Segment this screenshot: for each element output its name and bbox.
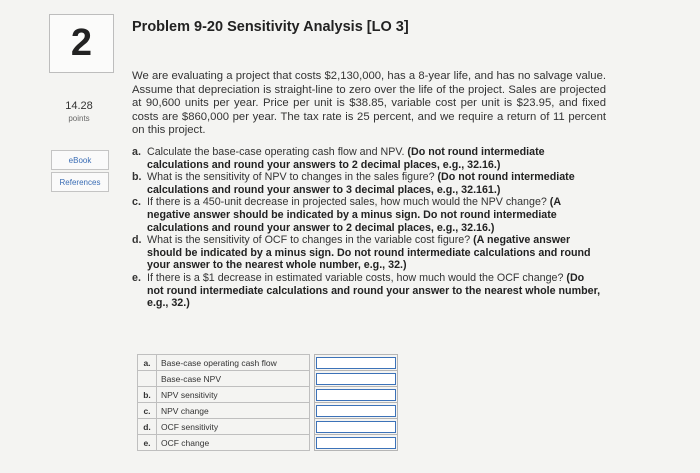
row-letter: b. <box>138 387 157 403</box>
problem-intro: We are evaluating a project that costs $2,130,000, has a 8-year life, and has no salvage value. Assume that depreciation is straight-line to zero over the life of the project. Sales are projected at 90,600 units per year. Price per unit is $38.85, variable cost per unit is $23.95, and fixed costs are $860,000 per year. The tax rate is 25 percent, and we require a return of 11 percent on this project. <box>132 70 606 137</box>
question-letter: b. <box>132 171 142 184</box>
question-text: If there is a $1 decrease in estimated variable costs, how much would the OCF change? <box>147 271 567 284</box>
question-instruction: (Do not round intermediate calculations and round your answer to 3 decimal places, e.g., 32.161.) <box>147 171 575 196</box>
answer-input-ocf-change[interactable] <box>316 437 396 449</box>
table-row <box>138 355 398 371</box>
row-label: Base-case operating cash flow <box>157 355 310 371</box>
question-letter: c. <box>132 196 141 209</box>
problem-title: Problem 9-20 Sensitivity Analysis [LO 3] <box>132 19 409 35</box>
answer-input-base-case-ocf[interactable] <box>316 357 396 369</box>
table-row <box>138 403 398 419</box>
question-instruction: (A negative answer should be indicated by a minus sign. Do not round intermediate calculations and round your answer to 2 decimal places, e.g., 32.16.) <box>147 196 561 234</box>
question-text: What is the sensitivity of OCF to changes in the variable cost figure? <box>147 234 474 247</box>
row-label: Base-case NPV <box>157 371 310 387</box>
points-value: 14.28 <box>65 100 93 112</box>
answer-input-base-case-npv[interactable] <box>316 373 396 385</box>
question-text: If there is a 450-unit decrease in projected sales, how much would the NPV change? <box>147 196 550 209</box>
question-instruction: (Do not round intermediate calculations and round your answers to 2 decimal places, e.g., 32.16.) <box>147 146 545 171</box>
question-item <box>132 146 602 171</box>
question-letter: d. <box>132 234 142 247</box>
table-row <box>138 419 398 435</box>
question-item <box>132 196 602 234</box>
ebook-button[interactable]: eBook <box>51 150 109 170</box>
question-instruction: (Do not round intermediate calculations and round your answer to the nearest whole number, e.g., 32.) <box>147 271 601 310</box>
row-letter: c. <box>138 403 157 419</box>
row-letter: e. <box>138 435 157 451</box>
table-row <box>138 371 398 387</box>
answer-table <box>137 354 398 451</box>
question-item <box>132 171 602 196</box>
question-number: 2 <box>49 14 114 73</box>
row-label: OCF sensitivity <box>157 419 310 435</box>
table-row <box>138 435 398 451</box>
row-label: NPV change <box>157 403 310 419</box>
question-letter: a. <box>132 146 141 158</box>
row-letter: d. <box>138 419 157 435</box>
question-text: Calculate the base-case operating cash flow and NPV. <box>147 146 408 158</box>
question-text: What is the sensitivity of NPV to changes in the sales figure? <box>147 171 438 184</box>
row-label: OCF change <box>157 435 310 451</box>
points-indicator <box>50 100 108 123</box>
question-instruction: (A negative answer should be indicated by a minus sign. Do not round intermediate calculations and round your answer to the nearest whole number, e.g., 32.) <box>147 234 591 272</box>
table-row <box>138 387 398 403</box>
question-list <box>132 146 602 310</box>
points-label: points <box>68 114 90 123</box>
question-item <box>132 234 602 272</box>
references-button[interactable]: References <box>51 172 109 192</box>
row-label: NPV sensitivity <box>157 387 310 403</box>
answer-input-ocf-sensitivity[interactable] <box>316 421 396 433</box>
question-letter: e. <box>132 271 141 284</box>
row-letter <box>138 371 157 387</box>
row-letter: a. <box>138 355 157 371</box>
answer-input-npv-sensitivity[interactable] <box>316 389 396 401</box>
answer-input-npv-change[interactable] <box>316 405 396 417</box>
question-item <box>132 272 602 310</box>
